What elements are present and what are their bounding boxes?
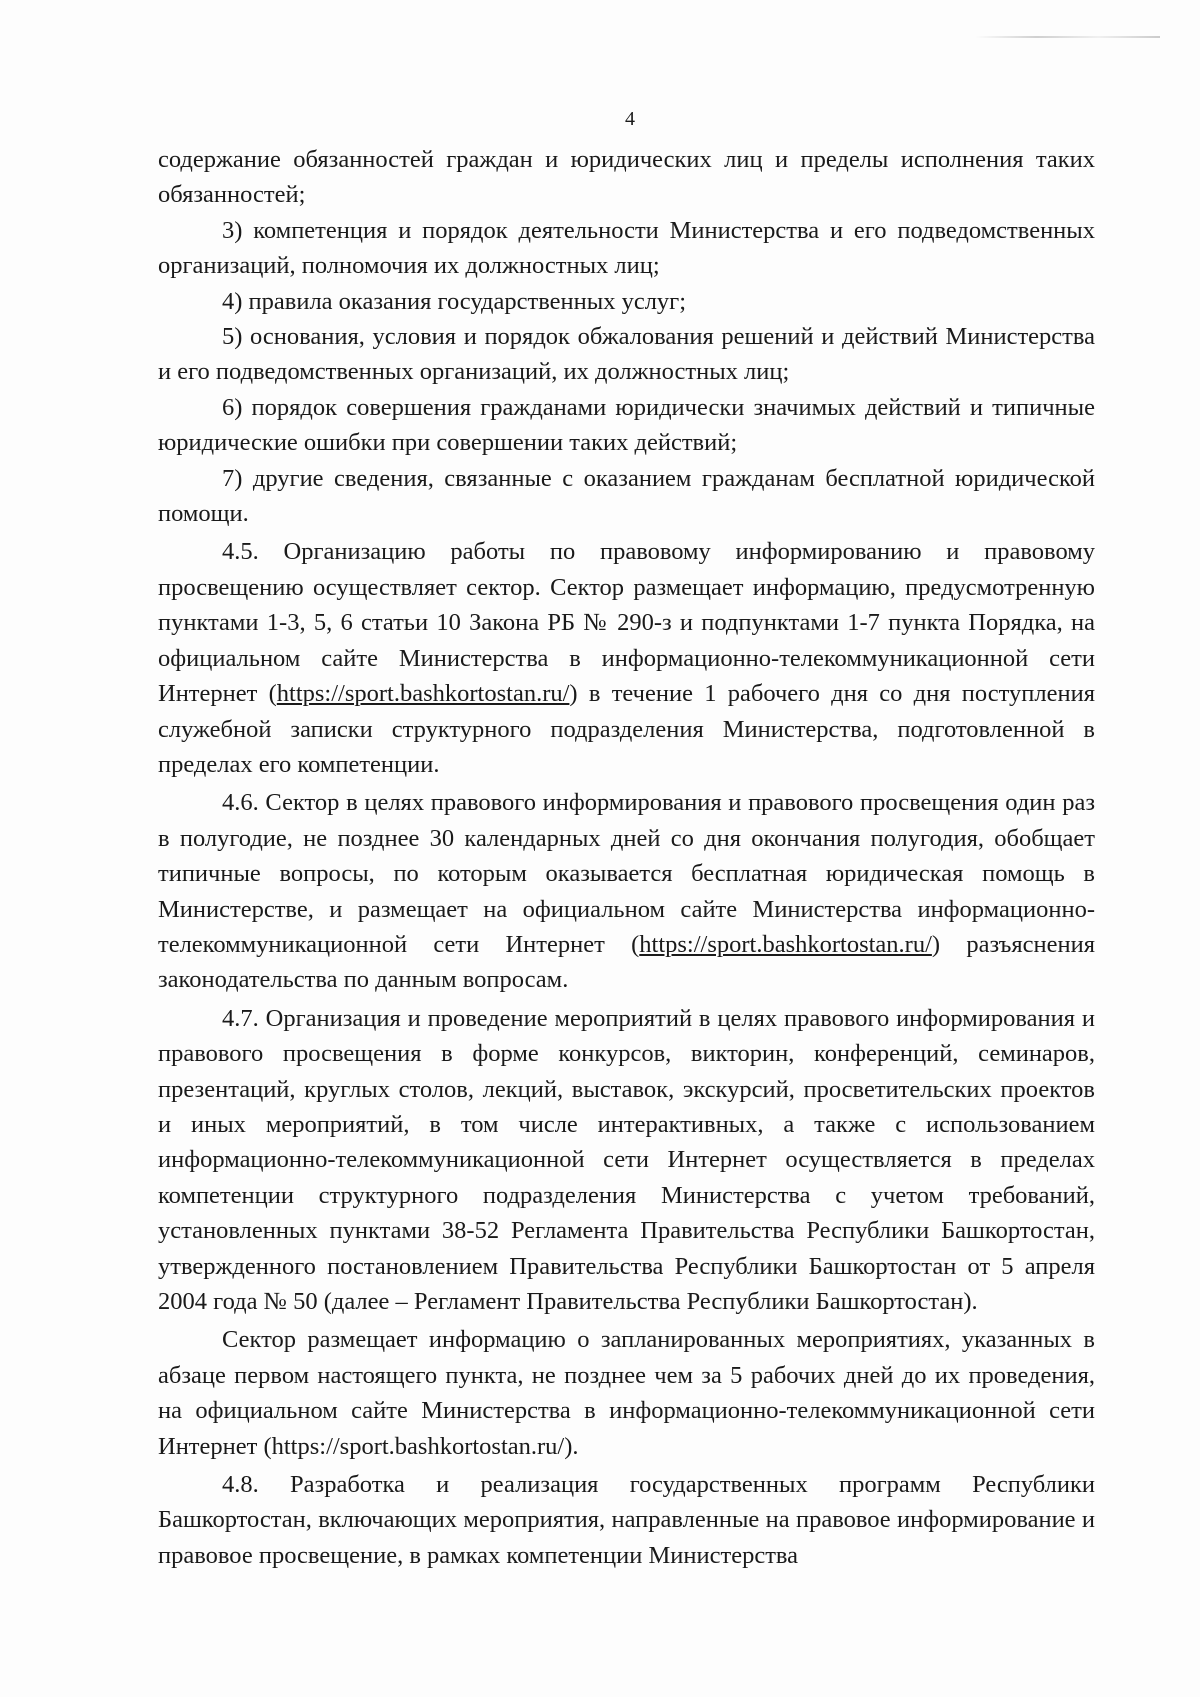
section-4-6-text-end: ) разъяснения законодательства по данным вопросам. xyxy=(158,930,1095,994)
document-body xyxy=(158,142,1095,1573)
section-4-7-paragraph-2: Сектор размещает информацию о запланированных мероприятиях, указанных в абзаце первом настоящего пункта, не позднее чем за 5 рабочих дней до их проведения, на официальном сайте Министерства в информационно-телекоммуникационной сети Интернет (https://sport.bashkortostan.ru/). xyxy=(158,1326,1095,1460)
section-4-6-site-link[interactable]: https://sport.bashkortostan.ru/ xyxy=(639,930,932,958)
list-item-7: 7) другие сведения, связанные с оказанием гражданам бесплатной юридической помощи. xyxy=(158,464,1095,528)
list-item-4: 4) правила оказания государственных услуг; xyxy=(222,287,687,315)
list-item-5: 5) основания, условия и порядок обжалования решений и действий Министерства и его подведомственных организаций, их должностных лиц; xyxy=(158,323,1095,386)
section-4-7: 4.7. Организация и проведение мероприятий в целях правового информирования и правового просвещения в форме конкурсов, викторин, конференций, семинаров, презентаций, круглых столов, лекций, выставок, экскурсий, просветительских проектов и иных мероприятий, в том числе интерактивных, а также с использованием информационно-телекоммуникационной сети Интернет осуществляется в пределах компетенции структурного подразделения Министерства с учетом требований, установленных пунктами 38-52 Регламента Правительства Республики Башкортостан, утвержденного постановлением Правительства Республики Башкортостан от 5 апреля 2004 года № 50 (далее – Регламент Правительства Республики Башкортостан). xyxy=(158,1004,1095,1315)
page-number: 4 xyxy=(625,108,635,130)
list-item-3: 3) компетенция и порядок деятельности Министерства и его подведомственных организаций, полномочия их должностных лиц; xyxy=(158,216,1095,280)
section-4-6 xyxy=(158,785,1095,997)
section-4-6-text-start: 4.6. Сектор в целях правового информирования и правового просвещения один раз в полугодие, не позднее 30 календарных дней со дня окончания полугодия, обобщает типичные вопросы, по которым оказывается бесплатная юридическая помощь в Министерстве, и размещает на официальном сайте Министерства информационно-телекоммуникационной сети Интернет ( xyxy=(158,789,1095,958)
section-4-5-text-start: 4.5. Организацию работы по правовому информированию и правовому просвещению осуществляет сектор. Сектор размещает информацию, предусмотренную пунктами 1-3, 5, 6 статьи 10 Закона РБ № 290-з и подпунктами 1-7 пункта Порядка, на официальном сайте Министерства в информационно-телекоммуникационной сети Интернет ( xyxy=(158,538,1095,708)
list-item-6: 6) порядок совершения гражданами юридически значимых действий и типичные юридические ошибки при совершении таких действий; xyxy=(158,393,1095,457)
section-4-5-site-link[interactable]: https://sport.bashkortostan.ru/ xyxy=(276,680,570,708)
section-4-8: 4.8. Разработка и реализация государственных программ Республики Башкортостан, включающих мероприятия, направленные на правовое информирование и правовое просвещение, в рамках компетенции Министерства xyxy=(158,1471,1095,1569)
section-4-5-text-end: ) в течение 1 рабочего дня со дня поступления служебной записки структурного подразделения Министерства, подготовленной в пределах его компетенции. xyxy=(158,680,1095,778)
section-4-5 xyxy=(158,534,1095,782)
scan-artifact-line xyxy=(975,36,1160,38)
paragraph-continuation: содержание обязанностей граждан и юридических лиц и пределы исполнения таких обязанностей; xyxy=(158,146,1095,209)
